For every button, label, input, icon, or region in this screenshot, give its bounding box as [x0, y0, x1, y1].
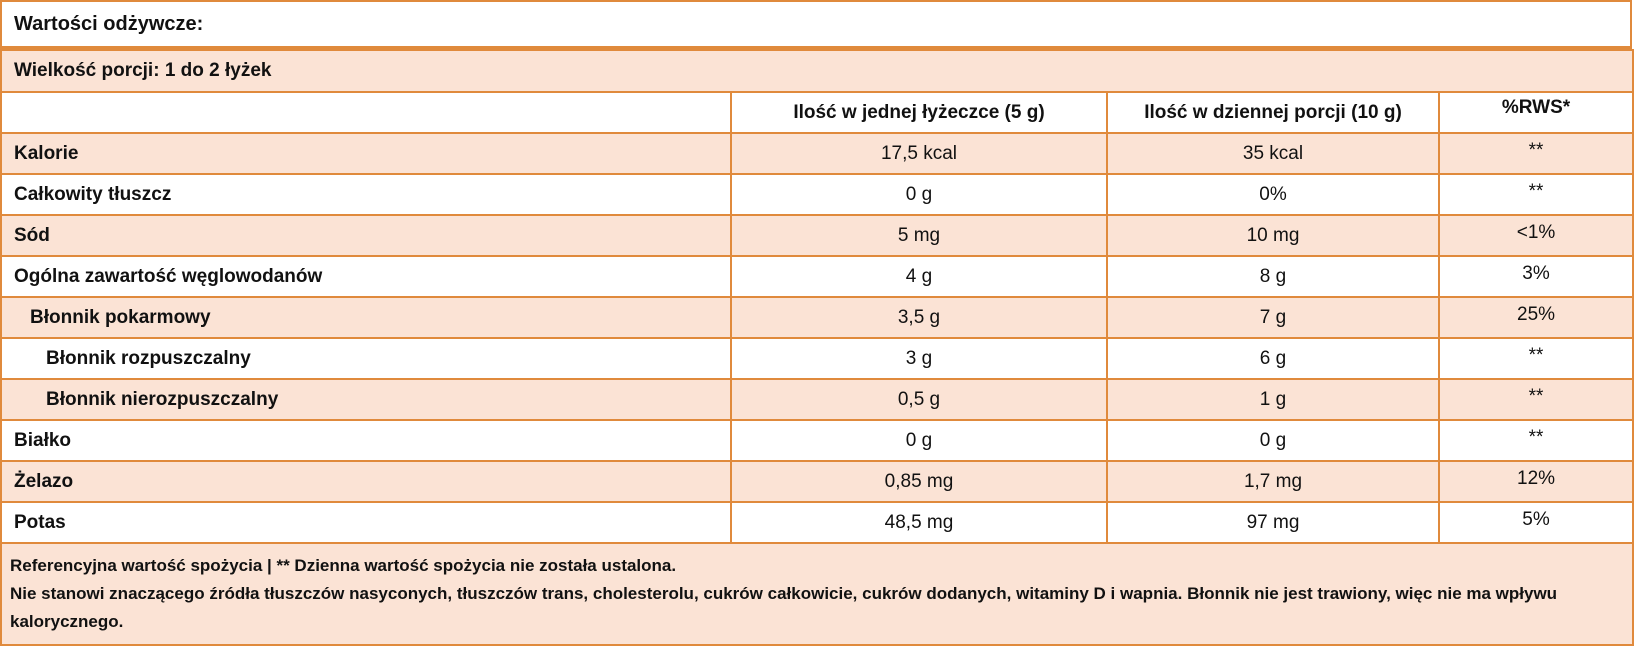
nutrient-name: Kalorie [1, 133, 731, 174]
rws-percent: 25% [1439, 297, 1633, 338]
amount-per-day: 97 mg [1107, 502, 1439, 543]
rws-percent: ** [1439, 420, 1633, 461]
rws-percent: 12% [1439, 461, 1633, 502]
amount-per-spoon: 5 mg [731, 215, 1107, 256]
nutrient-name: Ogólna zawartość węglowodanów [1, 256, 731, 297]
rws-percent: ** [1439, 174, 1633, 215]
amount-per-spoon: 48,5 mg [731, 502, 1107, 543]
amount-per-spoon: 3,5 g [731, 297, 1107, 338]
footer-notes [1, 543, 1633, 645]
amount-per-day: 7 g [1107, 297, 1439, 338]
header-nutrient [1, 92, 731, 133]
table-row [1, 297, 1633, 338]
amount-per-day: 0% [1107, 174, 1439, 215]
nutrition-title: Wartości odżywcze: [0, 0, 1632, 49]
header-row [1, 92, 1633, 133]
amount-per-spoon: 0 g [731, 174, 1107, 215]
rws-percent: 5% [1439, 502, 1633, 543]
nutrient-name: Potas [1, 502, 731, 543]
rws-percent: 3% [1439, 256, 1633, 297]
amount-per-spoon: 0,5 g [731, 379, 1107, 420]
nutrient-name: Białko [1, 420, 731, 461]
amount-per-day: 1 g [1107, 379, 1439, 420]
table-row [1, 215, 1633, 256]
footer-line-disclaimer: Nie stanowi znaczącego źródła tłuszczów nasyconych, tłuszczów trans, cholesterolu, cukrów całkowicie, cukrów dodanych, witaminy D i wapnia. Błonnik nie jest trawiony, więc nie ma wpływu kalorycznego. [10, 584, 1558, 631]
amount-per-spoon: 3 g [731, 338, 1107, 379]
header-per-day: Ilość w dziennej porcji (10 g) [1107, 92, 1439, 133]
portion-size-label: Wielkość porcji: 1 do 2 łyżek [1, 50, 1633, 92]
table-row [1, 379, 1633, 420]
amount-per-spoon: 17,5 kcal [731, 133, 1107, 174]
header-per-spoon: Ilość w jednej łyżeczce (5 g) [731, 92, 1107, 133]
amount-per-day: 6 g [1107, 338, 1439, 379]
nutrient-name: Błonnik nierozpuszczalny [1, 379, 731, 420]
footer-row [1, 543, 1633, 645]
rws-percent: ** [1439, 379, 1633, 420]
rws-percent: <1% [1439, 215, 1633, 256]
amount-per-day: 0 g [1107, 420, 1439, 461]
nutrient-name: Błonnik rozpuszczalny [1, 338, 731, 379]
amount-per-spoon: 0,85 mg [731, 461, 1107, 502]
table-row [1, 338, 1633, 379]
nutrient-name: Żelazo [1, 461, 731, 502]
footer-line-reference: Referencyjna wartość spożycia | ** Dzienna wartość spożycia nie została ustalona. [10, 556, 677, 575]
amount-per-spoon: 4 g [731, 256, 1107, 297]
nutrition-table [0, 49, 1634, 646]
amount-per-day: 8 g [1107, 256, 1439, 297]
table-row [1, 461, 1633, 502]
table-row [1, 420, 1633, 461]
nutrient-name: Sód [1, 215, 731, 256]
header-rws: %RWS* [1439, 92, 1633, 133]
amount-per-spoon: 0 g [731, 420, 1107, 461]
amount-per-day: 35 kcal [1107, 133, 1439, 174]
table-row [1, 256, 1633, 297]
table-row [1, 133, 1633, 174]
nutrient-name: Błonnik pokarmowy [1, 297, 731, 338]
rws-percent: ** [1439, 133, 1633, 174]
table-row [1, 502, 1633, 543]
rws-percent: ** [1439, 338, 1633, 379]
nutrient-name: Całkowity tłuszcz [1, 174, 731, 215]
amount-per-day: 1,7 mg [1107, 461, 1439, 502]
portion-row [1, 50, 1633, 92]
table-row [1, 174, 1633, 215]
amount-per-day: 10 mg [1107, 215, 1439, 256]
